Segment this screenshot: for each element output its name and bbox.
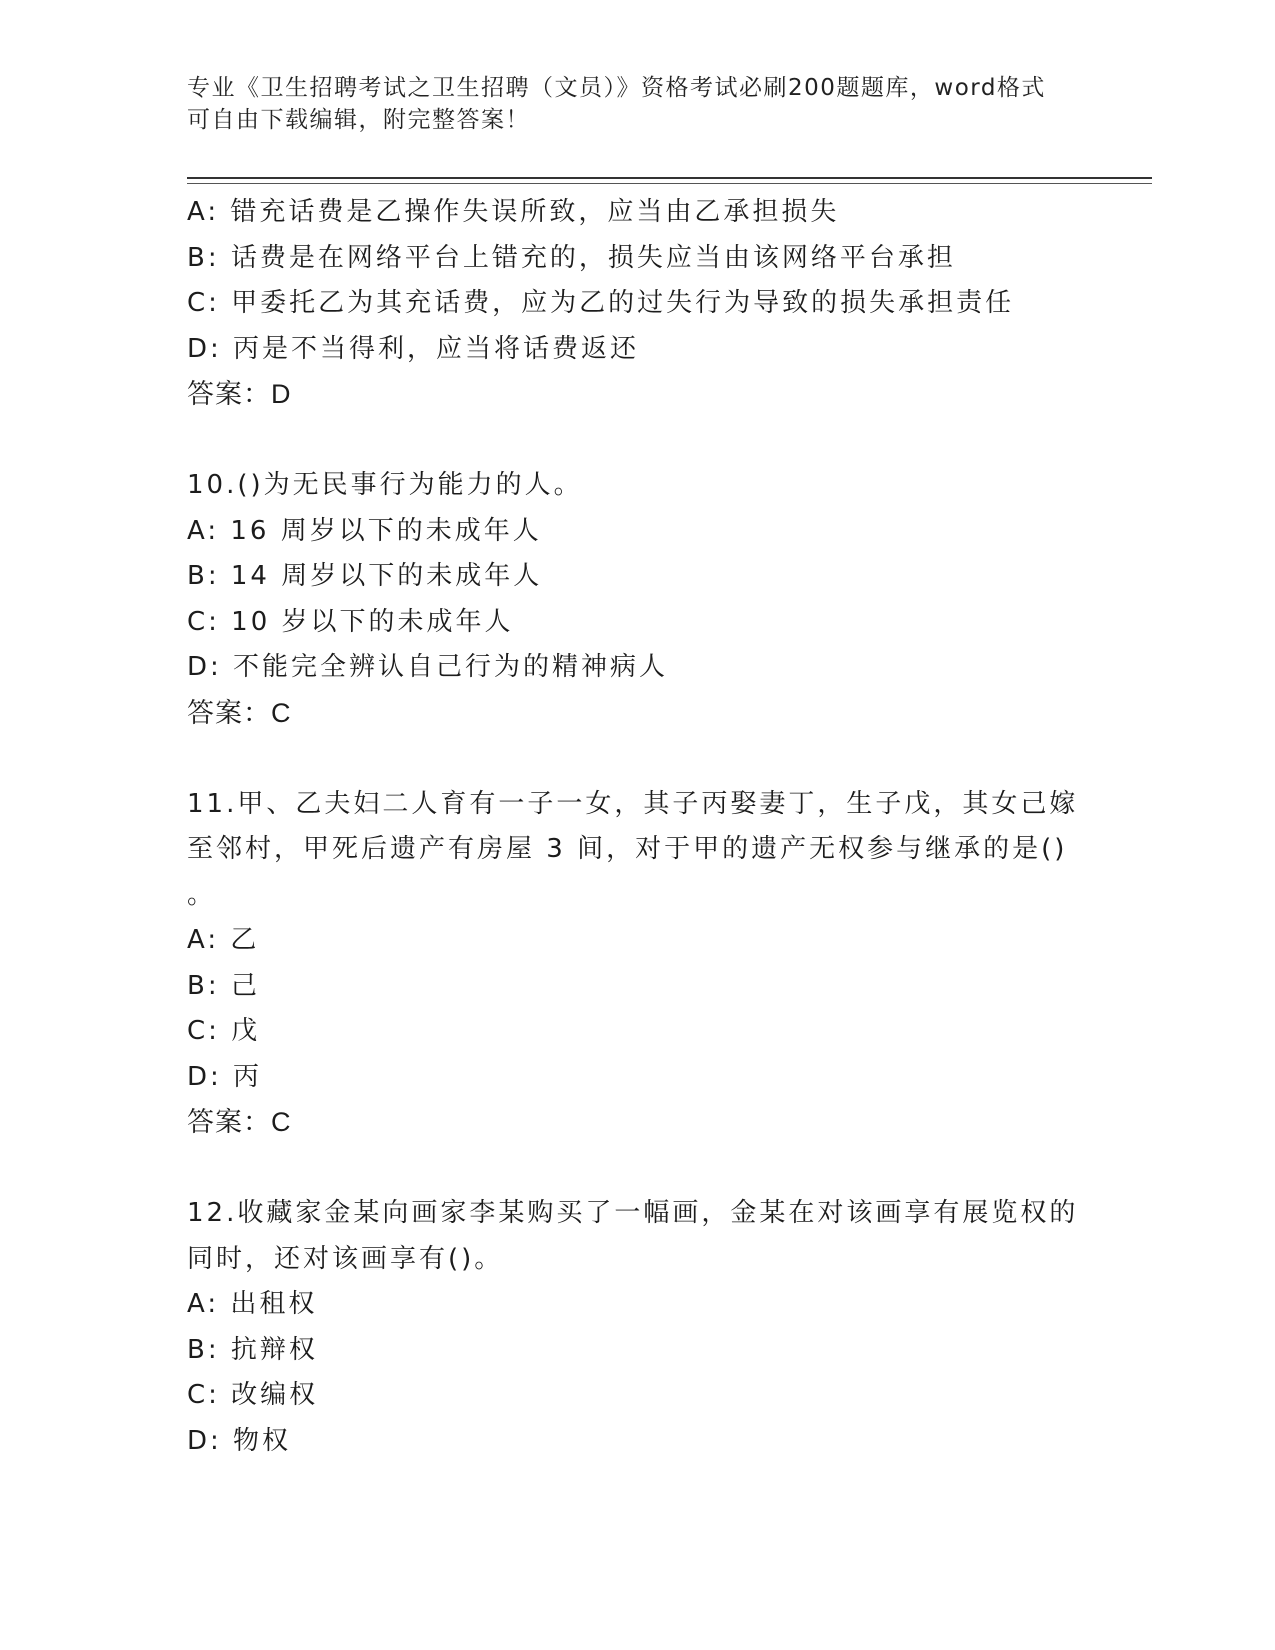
option-b: B: 抗辩权 <box>187 1334 318 1365</box>
question-stem-line-2: 至邻村，甲死后遗产有房屋 3 间，对于甲的遗产无权参与继承的是() <box>187 834 1068 864</box>
spacer <box>187 736 1087 782</box>
document-header <box>187 72 1067 136</box>
question-10 <box>187 463 1087 736</box>
answer: 答案：C <box>187 1107 292 1137</box>
option-c: C: 戊 <box>187 1016 261 1046</box>
option-a: A: 乙 <box>187 925 260 955</box>
answer: 答案：D <box>187 379 292 409</box>
option-d: D: 不能完全辨认自己行为的精神病人 <box>187 652 669 682</box>
header-divider-thin <box>187 183 1152 184</box>
option-d: D: 丙 <box>187 1061 263 1092</box>
answer: 答案：C <box>187 697 292 728</box>
question-12 <box>187 1191 1087 1464</box>
option-d: D: 丙是不当得利，应当将话费返还 <box>187 333 640 364</box>
option-c: C: 甲委托乙为其充话费，应为乙的过失行为导致的损失承担责任 <box>187 288 1015 318</box>
option-b: B: 己 <box>187 970 260 1001</box>
option-d: D: 物权 <box>187 1425 292 1456</box>
question-stem-line-1: 11.甲、乙夫妇二人育有一子一女，其子丙娶妻丁，生子戊，其女己嫁 <box>187 788 1079 819</box>
option-a: A: 出租权 <box>187 1289 318 1319</box>
spacer <box>187 418 1087 464</box>
option-b: B: 话费是在网络平台上错充的，损失应当由该网络平台承担 <box>187 242 956 273</box>
question-stem-line-3: 。 <box>187 879 217 910</box>
spacer <box>187 1146 1087 1192</box>
question-list <box>187 190 1087 1464</box>
question-9 <box>187 190 1087 418</box>
option-c: C: 10 岁以下的未成年人 <box>187 606 514 637</box>
question-11 <box>187 782 1087 1146</box>
question-stem-line-1: 12.收藏家金某向画家李某购买了一幅画，金某在对该画享有展览权的 <box>187 1198 1079 1228</box>
option-a: A: 错充话费是乙操作失误所致，应当由乙承担损失 <box>187 197 840 227</box>
header-divider-thick <box>187 177 1152 179</box>
option-b: B: 14 周岁以下的未成年人 <box>187 561 543 591</box>
header-line-2: 可自由下载编辑，附完整答案！ <box>187 107 530 133</box>
question-stem-line-2: 同时，还对该画享有()。 <box>187 1243 504 1274</box>
option-a: A: 16 周岁以下的未成年人 <box>187 515 542 546</box>
question-stem: 10.()为无民事行为能力的人。 <box>187 470 583 500</box>
option-c: C: 改编权 <box>187 1380 319 1410</box>
header-line-1: 专业《卫生招聘考试之卫生招聘（文员）》资格考试必刷200题题库，word格式 <box>187 75 1046 101</box>
